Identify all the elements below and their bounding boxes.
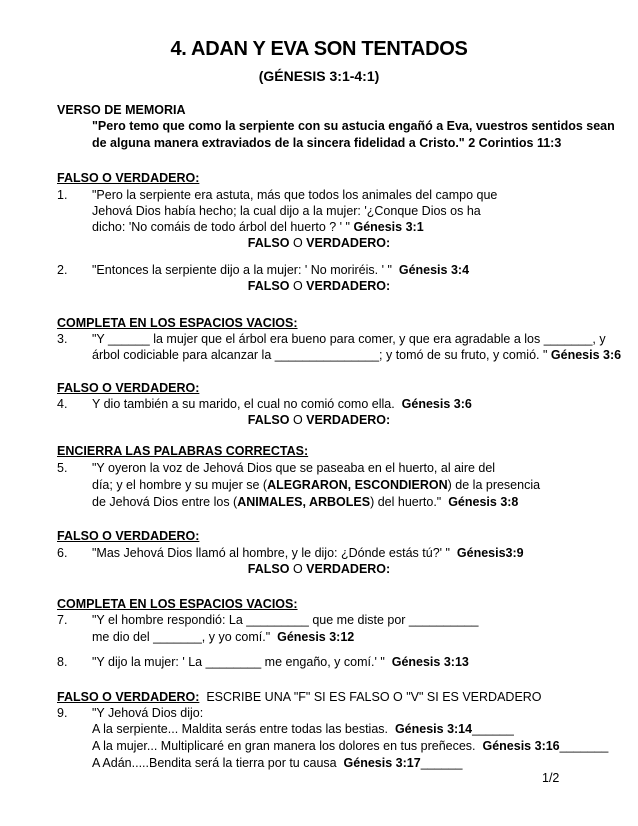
answer-o: O xyxy=(292,562,303,576)
scripture-reference: Génesis 3:6 xyxy=(401,397,472,411)
page-subtitle: (GÉNESIS 3:1-4:1) xyxy=(258,68,380,84)
section-header-true-false: FALSO O VERDADERO: xyxy=(57,171,200,185)
question-1-line-2: Jehová Dios había hecho; la cual dijo a la mujer: '¿Conque Dios os ha xyxy=(92,204,481,218)
answer-verdadero[interactable]: VERDADERO: xyxy=(306,562,391,576)
question-9-text: A Adán.....Bendita será la tierra por tu causa xyxy=(92,756,337,770)
answer-verdadero[interactable]: VERDADERO: xyxy=(306,413,391,427)
scripture-reference: Génesis 3:13 xyxy=(391,655,469,669)
scripture-reference: Génesis 3:6 xyxy=(550,348,622,362)
question-5-text: de Jehová Dios entre los ( xyxy=(92,495,238,509)
answer-choice[interactable] xyxy=(0,278,638,294)
scripture-reference: Génesis 3:4 xyxy=(398,263,470,277)
section-header-true-false-write xyxy=(57,689,542,705)
question-3-line-2[interactable] xyxy=(92,347,621,363)
answer-falso[interactable]: FALSO xyxy=(247,413,290,427)
question-4-text: Y dio también a su marido, el cual no comió como ella. xyxy=(92,397,395,411)
question-9-text: A la serpiente... Maldita serás entre todas las bestias. xyxy=(92,722,388,736)
question-2-text: "Entonces la serpiente dijo a la mujer: ' No moriréis. ' " xyxy=(92,263,392,277)
question-number: 5. xyxy=(57,461,68,475)
question-7-line-1[interactable]: "Y el hombre respondió: La _________ que me diste por __________ xyxy=(92,613,479,627)
question-number: 6. xyxy=(57,546,68,560)
section-instructions: ESCRIBE UNA "F" SI ES FALSO O "V" SI ES VERDADERO xyxy=(206,690,542,704)
question-8-line-1[interactable] xyxy=(92,654,469,670)
answer-o: O xyxy=(292,413,303,427)
answer-choice[interactable] xyxy=(0,561,638,577)
word-choice-options[interactable]: ANIMALES, ARBOLES xyxy=(237,495,371,509)
answer-blank[interactable]: ______ xyxy=(472,722,514,736)
question-7-text[interactable]: me dio del _______, y yo comí." xyxy=(92,630,271,644)
answer-o: O xyxy=(292,236,303,250)
answer-verdadero[interactable]: VERDADERO: xyxy=(306,236,391,250)
page-number: 1/2 xyxy=(542,771,560,785)
scripture-reference: Génesis 3:1 xyxy=(353,220,424,234)
answer-falso[interactable]: FALSO xyxy=(247,562,290,576)
question-number: 3. xyxy=(57,332,68,346)
question-5-text: día; y el hombre y su mujer se ( xyxy=(92,478,268,492)
question-6-line-1 xyxy=(92,545,524,561)
question-6-text: "Mas Jehová Dios llamó al hombre, y le dijo: ¿Dónde estás tú?' " xyxy=(92,546,450,560)
question-1-line-1: "Pero la serpiente era astuta, más que todos los animales del campo que xyxy=(92,188,498,202)
question-5-line-1: "Y oyeron la voz de Jehová Dios que se paseaba en el huerto, al aire del xyxy=(92,461,496,475)
page-title: 4. ADAN Y EVA SON TENTADOS xyxy=(170,38,468,60)
question-number: 1. xyxy=(57,188,68,202)
question-3-line-1[interactable]: "Y ______ la mujer que el árbol era bueno para comer, y que era agradable a los _______, y xyxy=(92,332,606,346)
question-3-text[interactable]: árbol codiciable para alcanzar la _______________; y tomó de su fruto, y comió. " xyxy=(92,348,548,362)
memory-verse-line-1: "Pero temo que como la serpiente con su astucia engañó a Eva, vuestros sentidos sean xyxy=(92,119,615,133)
answer-o: O xyxy=(292,279,303,293)
question-number: 8. xyxy=(57,655,68,669)
question-9-line-2 xyxy=(92,721,514,737)
scripture-reference: Génesis 3:16 xyxy=(482,739,560,753)
word-choice-options[interactable]: ALEGRARON, ESCONDIERON xyxy=(267,478,448,492)
scripture-reference: Génesis 3:17 xyxy=(343,756,421,770)
question-5-text: ) de la presencia xyxy=(447,478,541,492)
section-header-circle: ENCIERRA LAS PALABRAS CORRECTAS: xyxy=(57,444,309,458)
answer-falso[interactable]: FALSO xyxy=(247,279,290,293)
answer-verdadero[interactable]: VERDADERO: xyxy=(306,279,391,293)
section-header-label: FALSO O VERDADERO: xyxy=(57,690,200,704)
scripture-reference: Génesis 3:14 xyxy=(394,722,473,736)
answer-choice[interactable] xyxy=(0,412,638,428)
answer-blank[interactable]: _______ xyxy=(559,739,609,753)
section-header-true-false: FALSO O VERDADERO: xyxy=(57,381,200,395)
question-1-text: dicho: 'No comáis de todo árbol del huerto ? ' " xyxy=(92,220,350,234)
memory-verse-line-2: de alguna manera extraviados de la sincera fidelidad a Cristo." 2 Corintios 11:3 xyxy=(92,136,562,150)
memory-header: VERSO DE MEMORIA xyxy=(57,103,186,117)
section-header-fill-in: COMPLETA EN LOS ESPACIOS VACIOS: xyxy=(57,316,298,330)
question-number: 7. xyxy=(57,613,68,627)
answer-falso[interactable]: FALSO xyxy=(247,236,290,250)
question-1-line-3 xyxy=(92,219,424,235)
answer-blank[interactable]: ______ xyxy=(420,756,463,770)
question-number: 2. xyxy=(57,263,68,277)
question-9-line-4 xyxy=(92,755,462,771)
answer-choice[interactable] xyxy=(0,235,638,251)
question-number: 4. xyxy=(57,397,68,411)
question-2-line-1 xyxy=(92,262,469,278)
question-number: 9. xyxy=(57,706,68,720)
section-header-true-false: FALSO O VERDADERO: xyxy=(57,529,200,543)
question-5-line-3 xyxy=(92,494,518,510)
question-9-line-1: "Y Jehová Dios dijo: xyxy=(92,706,204,720)
section-header-fill-in: COMPLETA EN LOS ESPACIOS VACIOS: xyxy=(57,597,298,611)
scripture-reference: Génesis 3:8 xyxy=(448,495,519,509)
question-9-line-3 xyxy=(92,738,608,754)
scripture-reference: Génesis3:9 xyxy=(456,546,524,560)
scripture-reference: Génesis 3:12 xyxy=(277,630,355,644)
question-7-line-2[interactable] xyxy=(92,629,354,645)
question-9-text: A la mujer... Multiplicaré en gran manera los dolores en tus preñeces. xyxy=(92,739,476,753)
question-5-line-2 xyxy=(92,477,540,493)
question-5-text: ) del huerto." xyxy=(370,495,442,509)
question-8-text[interactable]: "Y dijo la mujer: ' La ________ me engaño, y comí.' " xyxy=(92,655,385,669)
question-4-line-1 xyxy=(92,396,472,412)
